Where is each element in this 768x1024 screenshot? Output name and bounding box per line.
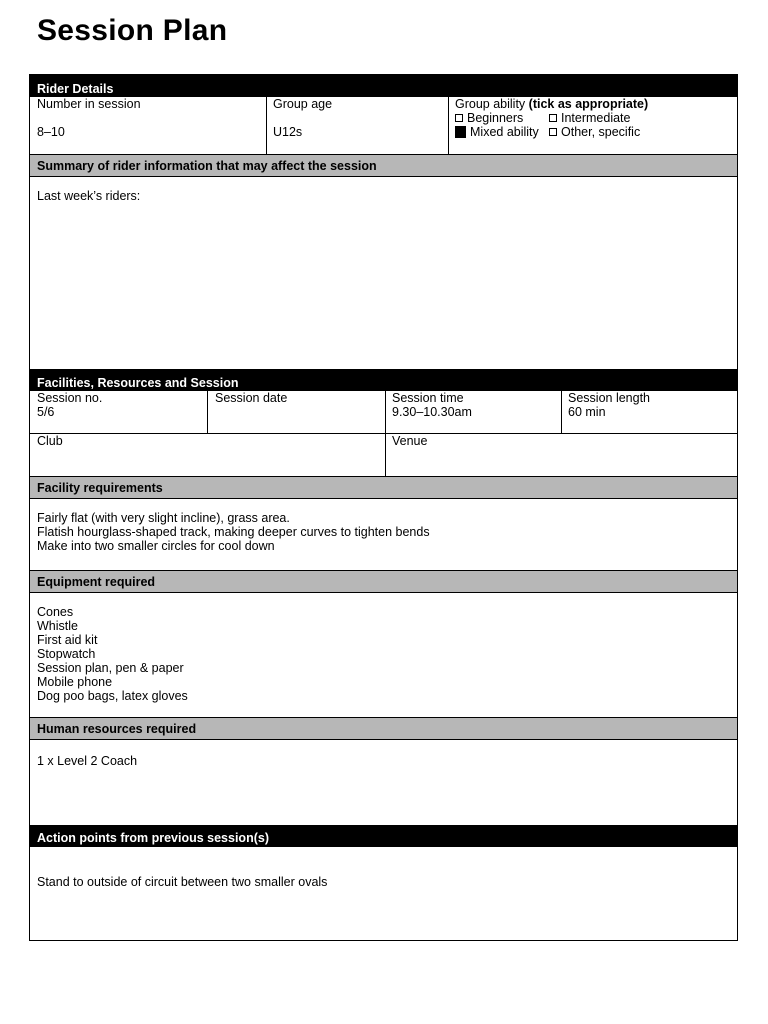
ability-option-other[interactable] [549, 125, 640, 139]
number-in-session-value[interactable]: 8–10 [37, 125, 65, 139]
equipment-item: Dog poo bags, latex gloves [37, 689, 188, 703]
ability-option-intermediate[interactable] [549, 111, 630, 125]
beginners-checkbox[interactable] [455, 114, 463, 122]
equipment-item: Whistle [37, 619, 78, 633]
summary-text[interactable]: Last week’s riders: [37, 189, 141, 203]
action-points-text[interactable]: Stand to outside of circuit between two smaller ovals [37, 875, 328, 889]
number-in-session-label: Number in session [37, 97, 141, 111]
equipment-item: First aid kit [37, 633, 98, 647]
column-divider [448, 97, 449, 154]
equipment-item: Cones [37, 605, 74, 619]
column-divider [561, 391, 562, 433]
other-checkbox[interactable] [549, 128, 557, 136]
facility-requirement-line: Flatish hourglass-shaped track, making deeper curves to tighten bends [37, 525, 430, 539]
mixed-ability-checkbox[interactable] [455, 126, 466, 138]
club-label: Club [37, 434, 63, 448]
session-length-value[interactable]: 60 min [568, 405, 606, 419]
group-ability-label [455, 97, 648, 111]
facility-requirements-header: Facility requirements [30, 477, 737, 499]
equipment-header: Equipment required [30, 571, 737, 593]
ability-option-beginners[interactable] [455, 111, 523, 125]
human-resources-header: Human resources required [30, 718, 737, 740]
column-divider [266, 97, 267, 154]
group-ability-text: Group ability [455, 97, 526, 111]
session-time-value[interactable]: 9.30–10.30am [392, 405, 472, 419]
group-age-label: Group age [273, 97, 333, 111]
summary-header: Summary of rider information that may affect the session [30, 155, 737, 177]
action-points-header: Action points from previous session(s) [30, 825, 737, 847]
intermediate-label: Intermediate [561, 111, 631, 125]
human-resources-text[interactable]: 1 x Level 2 Coach [37, 754, 138, 768]
session-date-label: Session date [215, 391, 288, 405]
column-divider [207, 391, 208, 433]
beginners-label: Beginners [467, 111, 524, 125]
venue-label: Venue [392, 434, 428, 448]
page-title: Session Plan [37, 14, 228, 47]
facility-requirements-text[interactable] [37, 511, 430, 553]
divider [30, 433, 737, 434]
session-length-label: Session length [568, 391, 651, 405]
group-age-value[interactable]: U12s [273, 125, 303, 139]
facilities-header: Facilities, Resources and Session [30, 369, 737, 391]
session-no-label: Session no. [37, 391, 103, 405]
equipment-item: Session plan, pen & paper [37, 661, 184, 675]
equipment-item: Mobile phone [37, 675, 113, 689]
equipment-item: Stopwatch [37, 647, 96, 661]
equipment-list[interactable] [37, 605, 188, 703]
rider-details-header: Rider Details [30, 75, 737, 97]
other-label: Other, specific [561, 125, 641, 139]
facility-requirement-line: Make into two smaller circles for cool down [37, 539, 275, 553]
mixed-ability-label: Mixed ability [470, 125, 539, 139]
session-time-label: Session time [392, 391, 464, 405]
session-no-value[interactable]: 5/6 [37, 405, 55, 419]
group-ability-hint: (tick as appropriate) [528, 97, 649, 111]
facility-requirement-line: Fairly flat (with very slight incline), grass area. [37, 511, 290, 525]
session-plan-form [29, 74, 738, 941]
ability-option-mixed[interactable] [455, 125, 539, 139]
intermediate-checkbox[interactable] [549, 114, 557, 122]
